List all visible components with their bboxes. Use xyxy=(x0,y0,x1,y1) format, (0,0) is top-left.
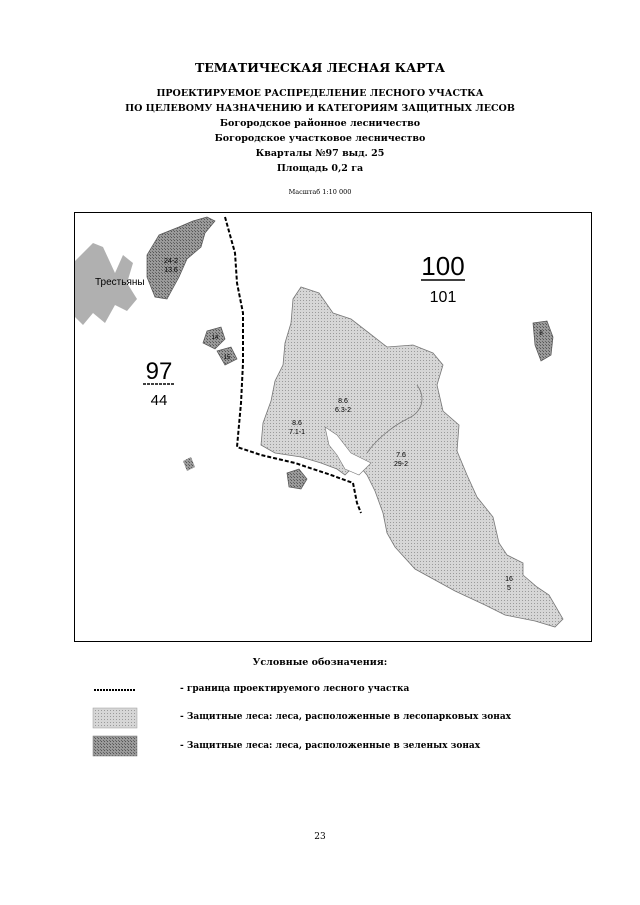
parcel-label: 7.1-1 xyxy=(289,429,305,436)
parcel-label: 16 xyxy=(505,576,513,583)
quarter-area-100: 101 xyxy=(429,289,457,306)
parcel-label: 8.6 xyxy=(292,420,302,427)
quarter-number-100: 100 xyxy=(421,251,465,281)
green-zone-parcel xyxy=(287,469,307,489)
project-boundary-line xyxy=(353,483,361,513)
green-zone-parcel xyxy=(183,457,195,471)
village-label: Трестьяны xyxy=(95,277,145,288)
area-info: Площадь 0,2 га xyxy=(276,163,364,174)
parcel-label: 5 xyxy=(507,585,511,592)
legend-text-boundary: - граница проектируемого лесного участка xyxy=(180,684,410,694)
page-number: 23 xyxy=(314,832,326,842)
parcel-label: 7.6 xyxy=(396,452,406,459)
forest-park-parcel xyxy=(261,287,563,627)
legend-text-green-zone: - Защитные леса: леса, расположенные в зеленых зонах xyxy=(180,741,481,751)
district-forestry: Богородское районное лесничество xyxy=(219,118,421,129)
green-zone-parcel xyxy=(147,217,215,299)
local-forestry: Богородское участковое лесничество xyxy=(214,133,426,144)
quarter-number-97: 97 xyxy=(145,358,173,385)
parcel-label: 24-2 xyxy=(163,258,179,265)
parcel-label: 13.6 xyxy=(164,267,178,274)
parcel-label: 8 xyxy=(539,331,543,337)
subtitle-line-2: ПО ЦЕЛЕВОМУ НАЗНАЧЕНИЮ И КАТЕГОРИЯМ ЗАЩИТНЫХ ЛЕСОВ xyxy=(125,103,515,114)
subtitle-line-1: ПРОЕКТИРУЕМОЕ РАСПРЕДЕЛЕНИЕ ЛЕСНОГО УЧАСТКА xyxy=(156,88,484,99)
map-scale: Масштаб 1:10 000 xyxy=(288,188,352,196)
parcel-label: 14 xyxy=(211,335,219,341)
legend-title: Условные обозначения: xyxy=(252,657,388,668)
parcel-label: 6.3-2 xyxy=(335,407,351,414)
parcel-label: 29-2 xyxy=(393,461,409,468)
parcel-label: 15 xyxy=(223,355,231,361)
light-hatch-symbol xyxy=(92,707,138,729)
legend-text-forest-park: - Защитные леса: леса, расположенные в лесопарковых зонах xyxy=(180,712,512,722)
forest-map xyxy=(74,212,592,642)
dark-hatch-symbol xyxy=(92,735,138,757)
boundary-line-symbol xyxy=(92,684,138,698)
quarter-area-97: 44 xyxy=(150,392,168,409)
green-zone-parcel xyxy=(533,321,553,361)
map-title: ТЕМАТИЧЕСКАЯ ЛЕСНАЯ КАРТА xyxy=(194,60,446,75)
parcel-label: 8.6 xyxy=(338,398,348,405)
quarter-info: Кварталы №97 выд. 25 xyxy=(255,148,385,159)
